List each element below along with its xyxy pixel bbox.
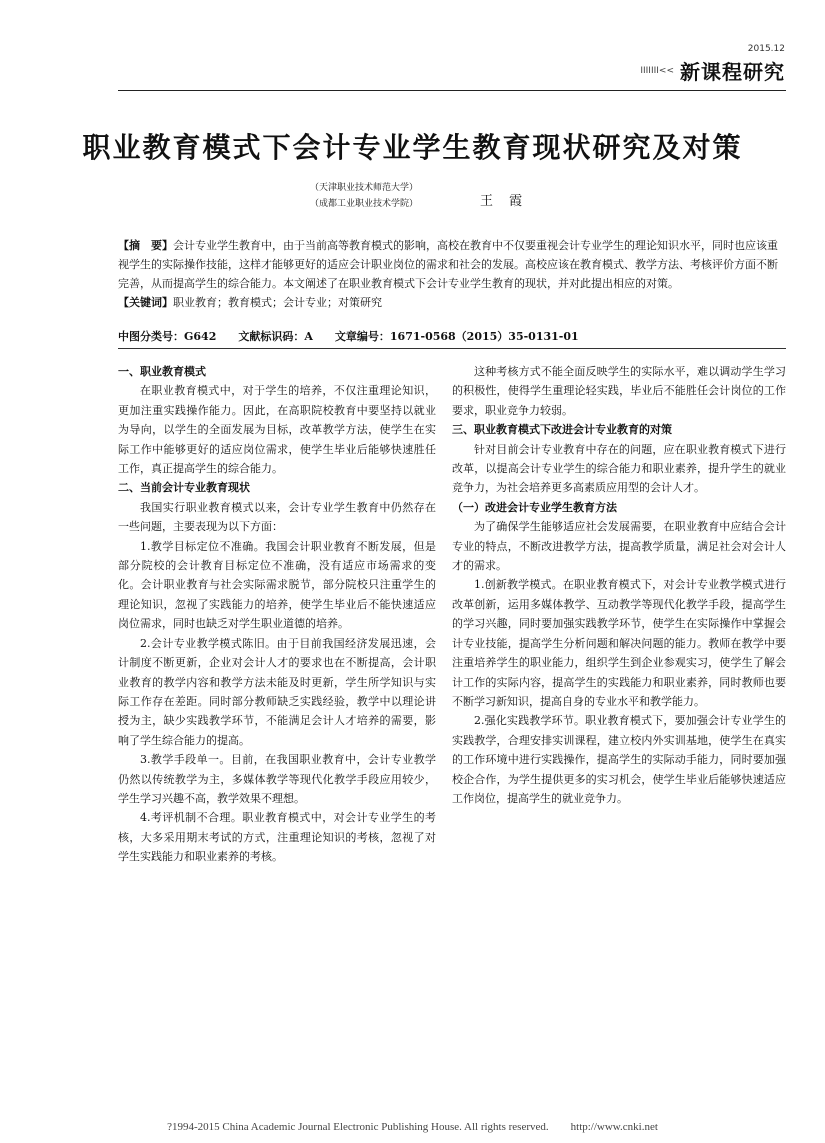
body-paragraph: 3.教学手段单一。目前，在我国职业教育中，会计专业教学仍然以传统教学为主，多媒体教学等现代化教学手段应用较少，学生学习兴趣不高，教学效果不理想。 bbox=[118, 753, 436, 805]
body-paragraph: 4.考评机制不合理。职业教育模式中，对会计专业学生的考核，大多采用期末考试的方式，注重理论知识的考核，忽视了对学生实践能力和职业素养的考核。 bbox=[118, 811, 436, 864]
abstract-label: 【摘 要】 bbox=[118, 239, 173, 252]
abstract-text: 会计专业学生教育中，由于当前高等教育模式的影响，高校在教育中不仅要重视会计专业学生的理论知识水平，同时也应该重视学生的实际操作技能，这样才能够更好的适应会计职业岗位的需求和社会的发展。高校应该在教育模式、教学方法、考核评价方面不断完善，从而提高学生的综合能力。本文阐述了在职业教育模式下会计专业学生教育的现状，并对此提出相应的对策。 bbox=[118, 239, 778, 290]
body-paragraph: 在职业教育模式中，对于学生的培养，不仅注重理论知识，更加注重实践操作能力。因此，在高职院校教育中要坚持以就业为导向，以学生的全面发展为目标，改革教学方法，使学生在实际工作中能够更好的适应岗位需求，使学生毕业后能够快速胜任工作，真正提高学生的综合能力。 bbox=[118, 384, 436, 476]
section-heading: 二、当前会计专业教育现状 bbox=[118, 481, 250, 495]
body-paragraph: 我国实行职业教育模式以来，会计专业学生教育中仍然存在一些问题，主要表现为以下方面： bbox=[118, 500, 436, 534]
running-header bbox=[640, 44, 785, 85]
abstract bbox=[118, 236, 786, 293]
column-title: 新课程研究 bbox=[680, 60, 785, 84]
author-affiliations bbox=[310, 180, 418, 212]
body-paragraph: 2.强化实践教学环节。职业教育模式下，要加强会计专业学生的实践教学，合理安排实训课程，建立校内外实训基地，使学生在真实的工作环境中进行实践操作，提高学生的实际动手能力，同时要加强校企合作，为学生提供更多的实习机会，使学生毕业后能够快速适应工作岗位，提高学生的就业竞争力。 bbox=[452, 714, 786, 805]
body-paragraph: 为了确保学生能够适应社会发展需要，在职业教育中应结合会计专业的特点，不断改进教学方法，提高教学质量，满足社会对会计人才的需求。 bbox=[452, 520, 786, 573]
body-paragraph: 这种考核方式不能全面反映学生的实际水平，难以调动学生学习的积极性，使得学生重理论轻实践，毕业后不能胜任会计岗位的工作要求，职业竞争力较弱。 bbox=[452, 365, 786, 417]
body-paragraph: 1.教学目标定位不准确。我国会计职业教育不断发展，但是部分院校的会计教育目标定位不准确，没有适应市场需求的变化。会计职业教育与社会实际需求脱节，部分院校只注重学生的理论知识，忽视了实践能力的培养，使学生毕业后不能快速适应岗位需求，同时也缺乏对学生职业道德的培养。 bbox=[118, 539, 436, 631]
footer-copyright: ?1994-2015 China Academic Journal Electronic Publishing House. All rights reserved. http://www.cnki.net bbox=[167, 1121, 658, 1133]
right-column bbox=[452, 362, 786, 808]
column-left-text: IIIIIII<< bbox=[640, 65, 674, 76]
affiliation-2: （成都工业职业技术学院） bbox=[310, 199, 419, 209]
body-paragraph: 针对目前会计专业教育中存在的问题，应在职业教育模式下进行改革，以提高会计专业学生的综合能力和职业素养，提升学生的就业竞争力，为社会培养更多高素质应用型的会计人才。 bbox=[452, 442, 786, 495]
column-heading bbox=[640, 56, 785, 85]
section-heading: 三、职业教育模式下改进会计专业教育的对策 bbox=[452, 423, 672, 437]
keywords-label: 【关键词】 bbox=[118, 296, 173, 309]
section-heading: （一）改进会计专业学生教育方法 bbox=[452, 500, 617, 514]
header-rule bbox=[118, 90, 786, 91]
body-paragraph: 2.会计专业教学模式陈旧。由于目前我国经济发展迅速，会计制度不断更新，企业对会计人才的要求也在不断提高，会计职业教育的教学内容和教学方法未能及时更新，学生所学知识与实际工作存在差距。同时部分教师缺乏实践经验，教学中以理论讲授为主，缺少实践教学环节，不能满足会计人才培养的需要，影响了学生综合能力的提高。 bbox=[118, 636, 436, 747]
author-name: 王 霞 bbox=[480, 194, 529, 209]
issue-number: 2015.12 bbox=[747, 44, 785, 54]
keywords bbox=[118, 294, 786, 310]
section-rule bbox=[118, 348, 786, 349]
article-title: 职业教育模式下会计专业学生教育现状研究及对策 bbox=[82, 131, 743, 164]
keywords-text: 职业教育；教育模式；会计专业；对策研究 bbox=[173, 296, 382, 309]
classification-line: 中图分类号：G642 文献标识码：A 文章编号：1671-0568（2015）35-0131-01 bbox=[118, 330, 579, 343]
left-column bbox=[118, 362, 436, 867]
body-paragraph: 1.创新教学模式。在职业教育模式下，对会计专业教学模式进行改革创新，运用多媒体教学、互动教学等现代化教学手段，提高学生的学习兴趣，同时要加强实践教学环节，使学生在实际操作中掌握会计专业技能，提高学生分析问题和解决问题的能力。教师在教学中要注重培养学生的职业能力，组织学生到企业参观实习，使学生了解会计工作的实际内容，提高学生的实践能力和职业素养，同时教师也要不断学习新知识，提高自身的专业水平和教学能力。 bbox=[452, 578, 786, 708]
section-heading: 一、职业教育模式 bbox=[118, 365, 206, 378]
affiliation-1: （天津职业技术师范大学） bbox=[310, 183, 419, 193]
